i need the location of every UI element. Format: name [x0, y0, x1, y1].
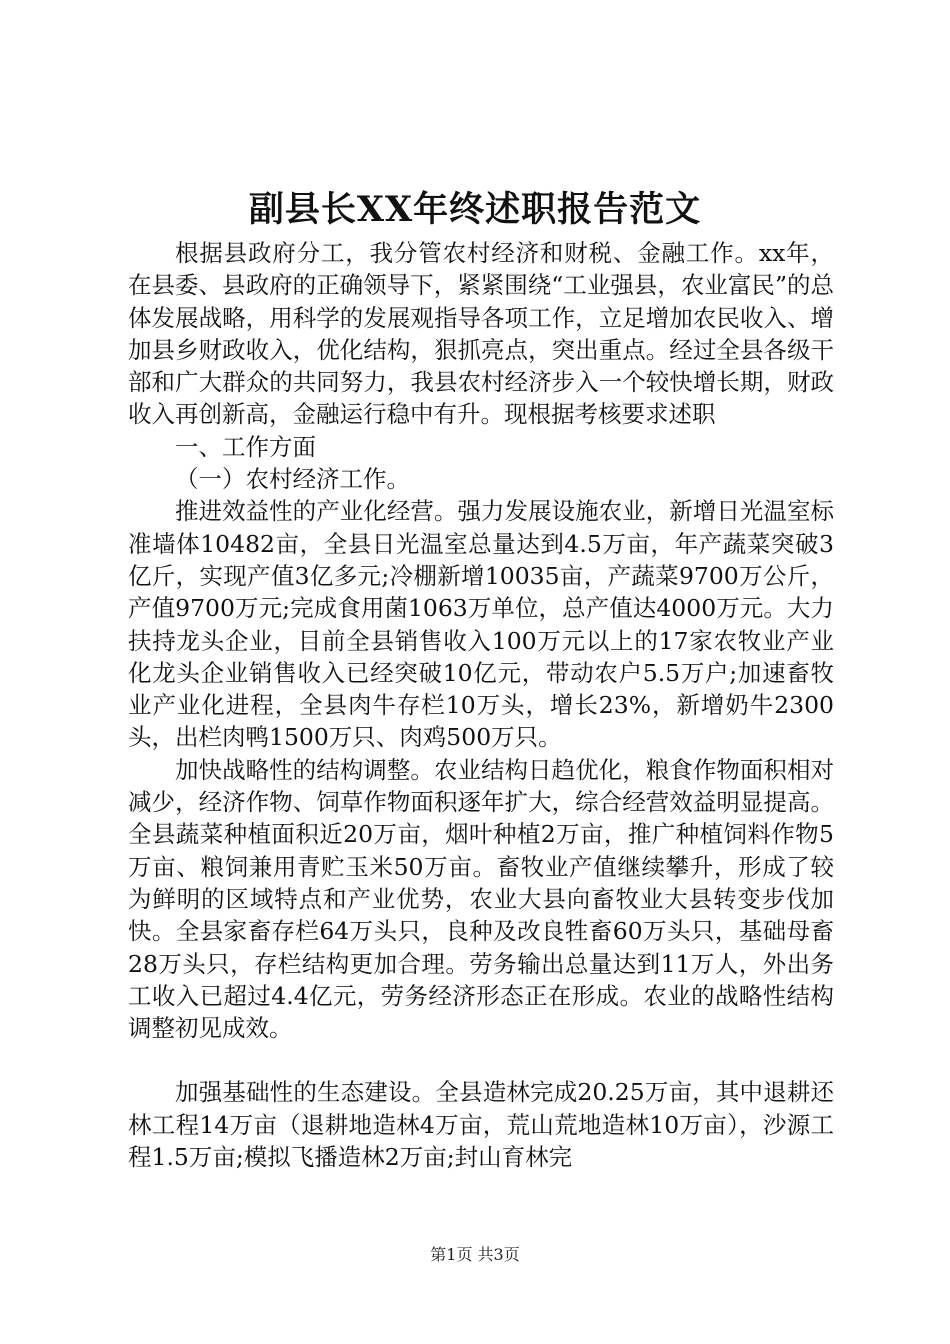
ecology-paragraph: 加强基础性的生态建设。全县造林完成20.25万亩，其中退耕还林工程14万亩（退耕地造林4万亩，荒山荒地造林10万亩），沙源工程1.5万亩;模拟飞播造林2万亩;封山育林完 [128, 1078, 834, 1172]
document-body [128, 237, 834, 1173]
industrialization-paragraph: 推进效益性的产业化经营。强力发展设施农业，新增日光温室标准墙体10482亩，全县日光温室总量达到4.5万亩，年产蔬菜突破3亿斤，实现产值3亿多元;冷棚新增10035亩，产蔬菜9700万公斤，产值9700万元;完成食用菌1063万单位，总产值达4000万元。大力扶持龙头企业，目前全县销售收入100万元以上的17家农牧业产业化龙头企业销售收入已经突破10亿元，带动农户5.5万户;加速畜牧业产业化进程，全县肉牛存栏10万头，增长23%，新增奶牛2300头，出栏肉鸭1500万只、肉鸡500万只。 [128, 497, 834, 752]
subsection-heading: （一）农村经济工作。 [175, 465, 410, 494]
page-footer: 第1页 共3页 [430, 1245, 520, 1264]
document-title: 副县长XX年终述职报告范文 [248, 189, 702, 230]
structure-adjustment-paragraph: 加快战略性的结构调整。农业结构日趋优化，粮食作物面积相对减少，经济作物、饲草作物面积逐年扩大，综合经营效益明显提高。全县蔬菜种植面积近20万亩，烟叶种植2万亩，推广种植饲料作物5万亩、粮饲兼用青贮玉米50万亩。畜牧业产值继续攀升，形成了较为鲜明的区域特点和产业优势，农业大县向畜牧业大县转变步伐加快。全县家畜存栏64万头只，良种及改良牲畜60万头只，基础母畜28万头只，存栏结构更加合理。劳务输出总量达到11万人，外出务工收入已超过4.4亿元，劳务经济形态正在形成。农业的战略性结构调整初见成效。 [128, 755, 834, 1043]
section-heading: 一、工作方面 [175, 432, 316, 461]
intro-paragraph: 根据县政府分工，我分管农村经济和财税、金融工作。xx年，在县委、县政府的正确领导下，紧紧围绕“工业强县，农业富民”的总体发展战略，用科学的发展观指导各项工作，立足增加农民收入、增加县乡财政收入，优化结构，狠抓亮点，突出重点。经过全县各级干部和广大群众的共同努力，我县农村经济步入一个较快增长期，财政收入再创新高，金融运行稳中有升。现根据考核要求述职 [128, 239, 834, 429]
